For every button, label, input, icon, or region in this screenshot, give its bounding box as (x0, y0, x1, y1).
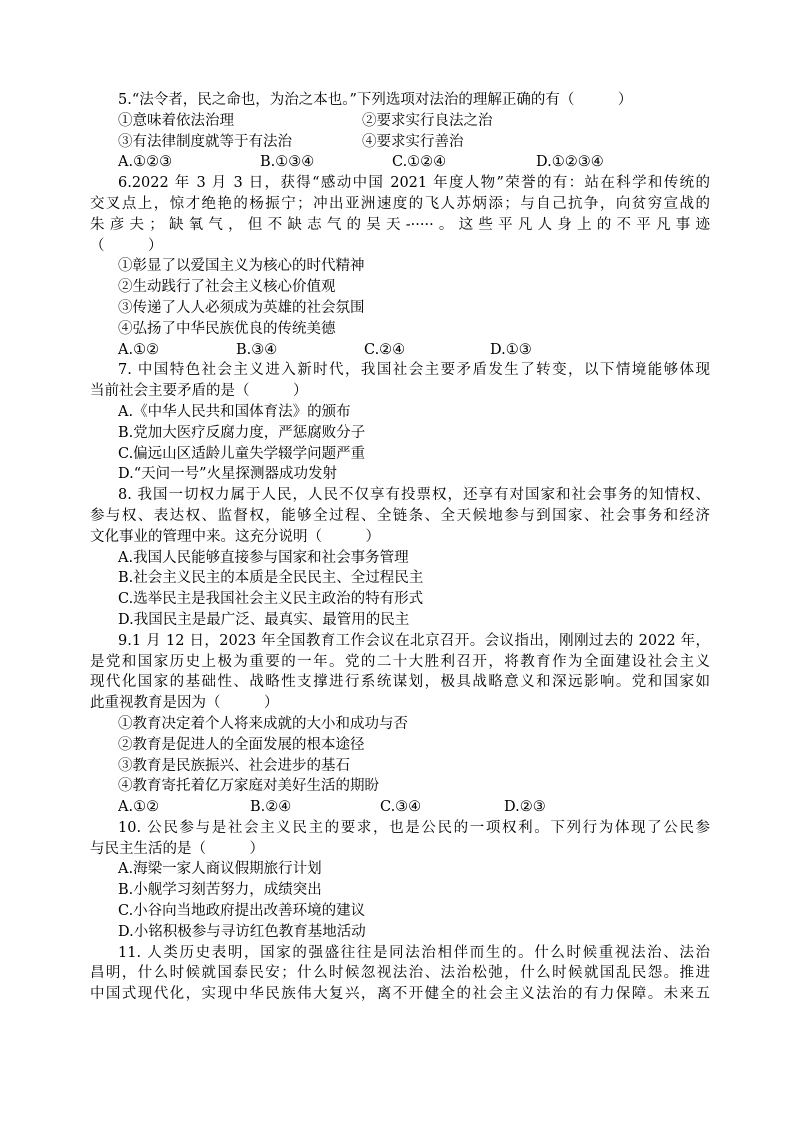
option-c: C.偏远山区适龄儿童失学辍学问题严重 (118, 445, 366, 462)
answer-options (90, 340, 710, 361)
question-stem: 5.“法令者，民之命也，为治之本也。”下列选项对法治的理解正确的有（ ） (118, 92, 633, 108)
option-a: A.①② (118, 341, 160, 358)
question-stem-line: 10. 公民参与是社会主义民主的要求，也是公民的一项权利。下列行为体现了公民参 (118, 819, 710, 836)
question-stem-line: 6.2022 年 3 月 3 日，获得“感动中国 2021 年度人物”荣誉的有：站在科学和传统的 (118, 175, 710, 192)
statement-4: ④教育寄托着亿万家庭对美好生活的期盼 (118, 778, 379, 795)
option-a: A.《中华人民共和国体育法》的颁布 (118, 403, 351, 420)
question-stem-line: 现代化国家的基础性、战略性支撑进行系统谋划，极具战略意义和深远影响。党和国家如 (90, 674, 710, 691)
option-d: D.我国民主是最广泛、最真实、最管用的民主 (118, 611, 410, 628)
option-d: D.②③ (504, 799, 546, 816)
option-a: A.我国人民能够直接参与国家和社会事务管理 (118, 549, 409, 566)
statement-4: ④要求实行善治 (362, 133, 464, 150)
option-d: D.①②③④ (536, 154, 604, 171)
question-stem-line: 当前社会主要矛盾的是（ ） (90, 383, 308, 400)
option-a: A.①②③ (118, 154, 173, 171)
question-stem-line: 文化事业的管理中来。这充分说明（ ） (90, 528, 380, 545)
question-stem-line: 昌明，什么时候就国泰民安；什么时候忽视法治、法治松弛，什么时候就国乱民怨。推进 (90, 965, 710, 982)
statement-2: ②生动践行了社会主义核心价值观 (118, 279, 336, 296)
option-d: D.①③ (490, 341, 532, 358)
question-10 (90, 818, 710, 943)
option-c: C.①②④ (392, 154, 447, 171)
question-7 (90, 360, 710, 485)
question-8 (90, 485, 710, 631)
statement-row (90, 111, 710, 132)
option-b: B.③④ (236, 341, 278, 358)
option-c: C.小谷向当地政府提出改善环境的建议 (118, 903, 366, 920)
option-b: B.①③④ (260, 154, 315, 171)
statement-2: ②要求实行良法之治 (362, 112, 493, 129)
answer-options (90, 152, 710, 173)
option-c: C.选举民主是我国社会主义民主政治的特有形式 (118, 591, 424, 608)
option-b: B.党加大医疗反腐力度，严惩腐败分子 (118, 424, 366, 441)
question-stem-line: 7. 中国特色社会主义进入新时代，我国社会主要矛盾发生了转变，以下情境能够体现 (118, 362, 710, 379)
option-b: B.小舰学习刻苦努力，成绩突出 (118, 882, 322, 899)
statement-1: ①意味着依法治理 (118, 112, 234, 129)
question-stem-line: 中国式现代化，实现中华民族伟大复兴，离不开健全的社会主义法治的有力保障。未来五 (90, 986, 710, 1003)
statement-3: ③有法律制度就等于有法治 (118, 133, 292, 150)
answer-blank: （ ） (90, 237, 163, 254)
question-stem-line: 此重视教育是因为（ ） (90, 695, 279, 712)
question-11 (90, 943, 710, 1005)
option-a: A.①② (118, 799, 160, 816)
question-stem-line: 与民主生活的是（ ） (90, 840, 264, 857)
statement-1: ①彰显了以爱国主义为核心的时代精神 (118, 258, 365, 275)
statement-2: ②教育是促进人的全面发展的根本途径 (118, 736, 365, 753)
statement-1: ①教育决定着个人将来成就的大小和成功与否 (118, 715, 408, 732)
question-stem-line: 11. 人类历史表明，国家的强盛往往是同法治相伴而生的。什么时候重视法治、法治 (118, 944, 710, 961)
option-b: B.②④ (250, 799, 292, 816)
option-d: D.小铭积极参与寻访红色教育基地活动 (118, 923, 366, 940)
option-c: C.③④ (380, 799, 422, 816)
question-stem-line: 朱彦夫；缺氧气，但不缺志气的吴天-·····。这些平凡人身上的不平凡事迹 (90, 216, 710, 233)
option-a: A.海梁一家人商议假期旅行计划 (118, 861, 322, 878)
answer-options (90, 797, 710, 818)
statement-row (90, 132, 710, 153)
option-c: C.②④ (364, 341, 406, 358)
question-6 (90, 173, 710, 360)
question-stem-line: 参与权、表达权、监督权，能够全过程、全链条、全天候地参与到国家、社会事务和经济 (90, 507, 710, 524)
question-stem-line: 交叉点上，惊才绝艳的杨振宁；冲出亚洲速度的飞人苏炳添；与自己抗争，向贫穷宣战的 (90, 195, 710, 212)
option-b: B.社会主义民主的本质是全民民主、全过程民主 (118, 570, 424, 587)
question-stem-line: 9.1 月 12 日，2023 年全国教育工作会议在北京召开。会议指出，刚刚过去的 2022 年， (118, 632, 710, 649)
statement-4: ④弘扬了中华民族优良的传统美德 (118, 320, 336, 337)
statement-3: ③传递了人人必须成为英雄的社会氛围 (118, 299, 365, 316)
question-stem-line: 8. 我国一切权力属于人民，人民不仅享有投票权，还享有对国家和社会事务的知情权、 (118, 487, 710, 504)
statement-3: ③教育是民族振兴、社会进步的基石 (118, 757, 350, 774)
option-d: D.“天问一号”火星探测器成功发射 (118, 466, 338, 483)
question-stem-line: 是党和国家历史上极为重要的一年。党的二十大胜利召开，将教育作为全面建设社会主义 (90, 653, 710, 670)
question-5 (90, 90, 710, 173)
question-9 (90, 631, 710, 818)
exam-page (90, 90, 710, 1005)
